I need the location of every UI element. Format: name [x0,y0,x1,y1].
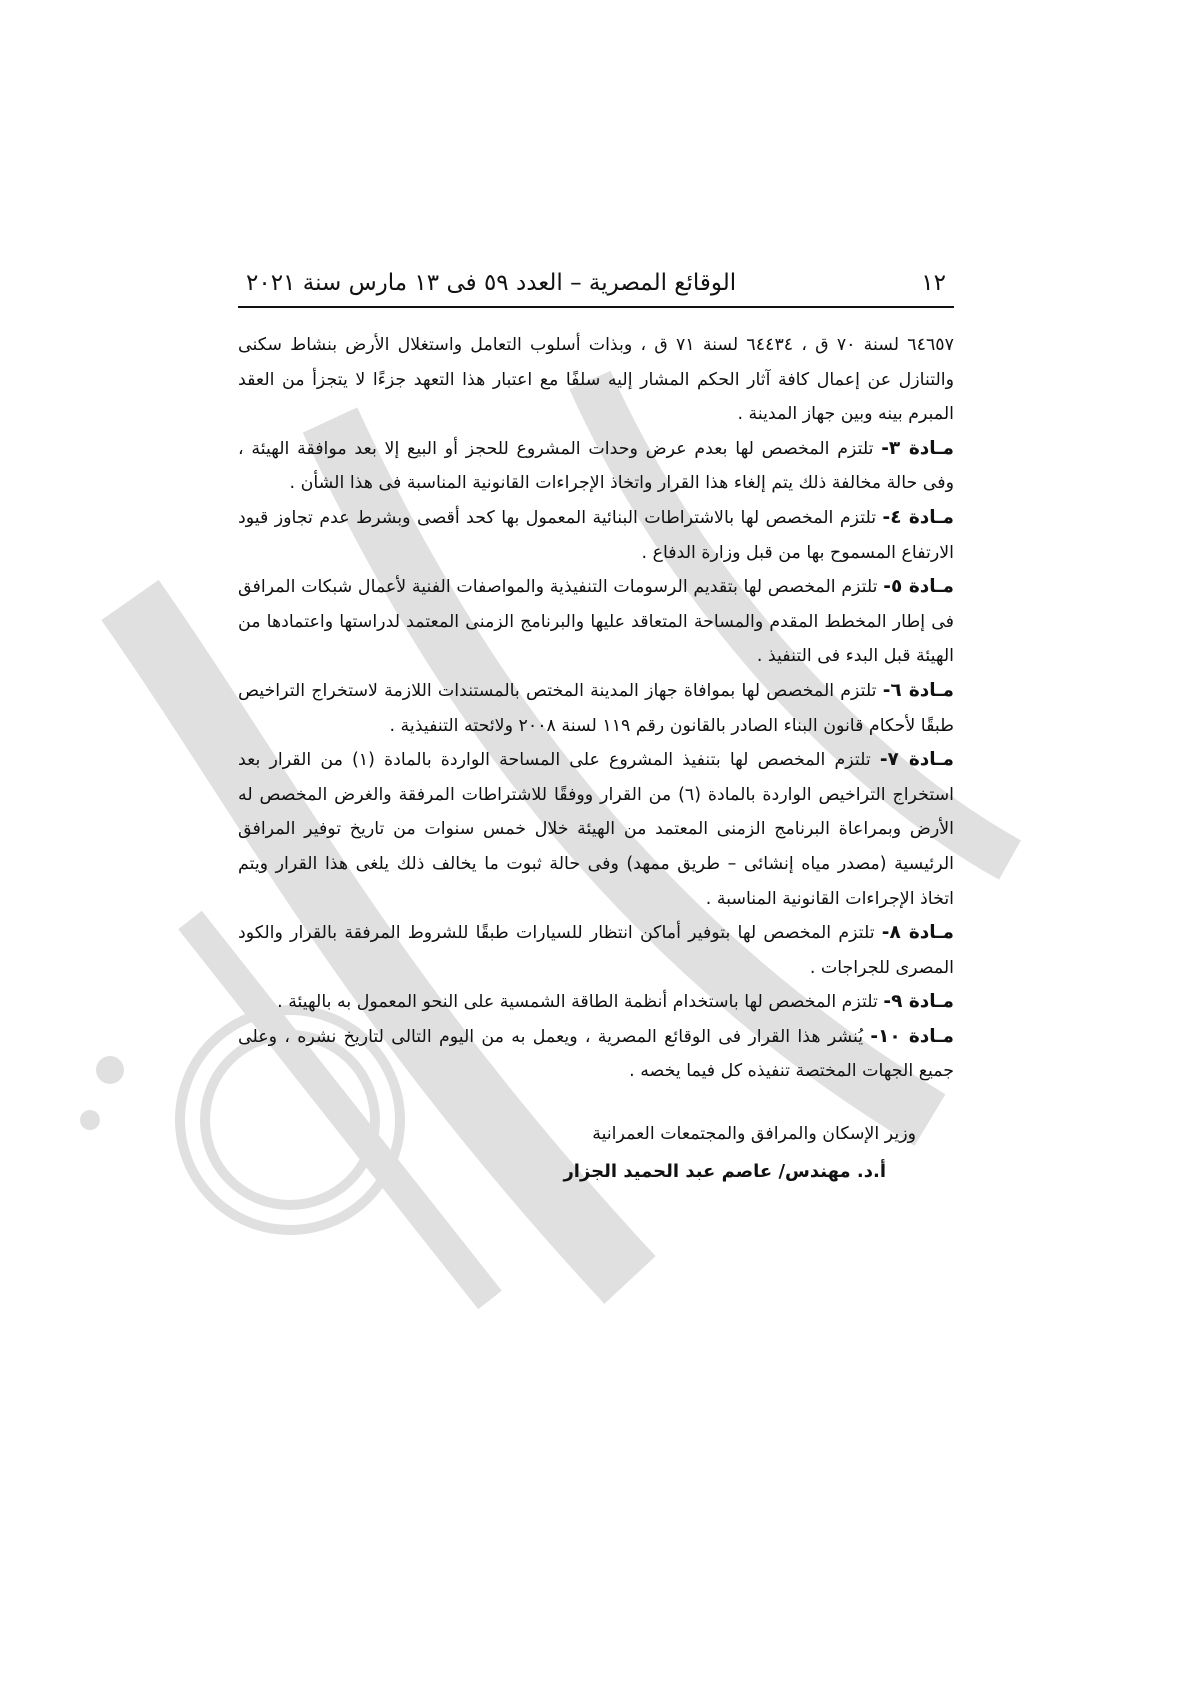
article-text: يُنشر هذا القرار فى الوقائع المصرية ، ويعمل به من اليوم التالى لتاريخ نشره ، وعلى جميع الجهات المختصة تنفيذه كل فيما يخصه . [238,1026,954,1082]
gazette-issue-title: الوقائع المصرية – العدد ٥٩ فى ١٣ مارس سنة ٢٠٢١ [246,270,737,296]
signature-block [238,1119,954,1187]
header-divider [238,306,954,308]
article-10 [238,1020,954,1089]
article-text: تلتزم المخصص لها بعدم عرض وحدات المشروع للحجز أو البيع إلا بعد موافقة الهيئة ، وفى حالة مخالفة ذلك يتم إلغاء هذا القرار واتخاذ الإجراءات القانونية المناسبة فى هذا الشأن . [238,438,954,494]
page-header [238,270,954,306]
article-label: مـادة ٥- [883,576,954,598]
document-body [238,328,954,1089]
gazette-page [238,270,954,1187]
article-5 [238,570,954,674]
article-4 [238,501,954,570]
article-text: تلتزم المخصص لها بتقديم الرسومات التنفيذية والمواصفات الفنية لأعمال شبكات المرافق فى إطار المخطط المقدم والمساحة المتعاقد عليها والبرنامج الزمنى المعتمد لدراستها واعتمادها من الهيئة قبل البدء فى التنفيذ . [238,577,954,667]
article-6 [238,674,954,743]
signatory-title: وزير الإسكان والمرافق والمجتمعات العمرانية [592,1124,916,1145]
article-label: مـادة ١٠- [870,1025,954,1047]
signatory-name: أ.د. مهندس/ عاصم عبد الحميد الجزار [563,1161,886,1183]
article-label: مـادة ٧- [879,749,954,771]
article-label: مـادة ٨- [881,922,954,944]
article-3 [238,432,954,501]
article-label: مـادة ٦- [882,679,954,701]
article-label: مـادة ٩- [883,991,954,1013]
article-text: تلتزم المخصص لها بتوفير أماكن انتظار للسيارات طبقًا للشروط المرفقة بالقرار والكود المصرى للجراجات . [238,923,954,978]
article-label: مـادة ٤- [882,506,954,528]
article-text: تلتزم المخصص لها بموافاة جهاز المدينة المختص بالمستندات اللازمة لاستخراج التراخيص طبقًا لأحكام قانون البناء الصادر بالقانون رقم ١١٩ لسنة ٢٠٠٨ ولائحته التنفيذية . [238,680,954,736]
article-text: تلتزم المخصص لها باستخدام أنظمة الطاقة الشمسية على النحو المعمول به بالهيئة . [277,992,878,1013]
page-number: ١٢ [921,270,946,296]
article-9 [238,985,954,1020]
article-8 [238,916,954,985]
article-7 [238,743,954,916]
intro-paragraph: ٦٤٦٥٧ لسنة ٧٠ ق ، ٦٤٤٣٤ لسنة ٧١ ق ، وبذات أسلوب التعامل واستغلال الأرض بنشاط سكنى والتنازل عن إعمال كافة آثار الحكم المشار إليه سلفًا مع اعتبار هذا التعهد جزءًا لا يتجزأ من العقد المبرم بينه وبين جهاز المدينة . [238,335,954,425]
article-text: تلتزم المخصص لها بتنفيذ المشروع على المساحة الواردة بالمادة (١) من القرار بعد استخراج التراخيص الواردة بالمادة (٦) من القرار ووفقًا للاشتراطات المرفقة والغرض المخصص له الأرض وبمراعاة البرنامج الزمنى المعتمد من الهيئة خلال خمس سنوات من تاريخ توفير المرافق الرئيسية (مصدر مياه إنشائى – طريق ممهد) وفى حالة ثبوت ما يخالف ذلك يلغى هذا القرار ويتم اتخاذ الإجراءات القانونية المناسبة . [238,750,954,909]
article-label: مـادة ٣- [881,437,954,459]
article-text: تلتزم المخصص لها بالاشتراطات البنائية المعمول بها كحد أقصى وبشرط عدم تجاوز قيود الارتفاع المسموح بها من قبل وزارة الدفاع . [238,507,954,563]
